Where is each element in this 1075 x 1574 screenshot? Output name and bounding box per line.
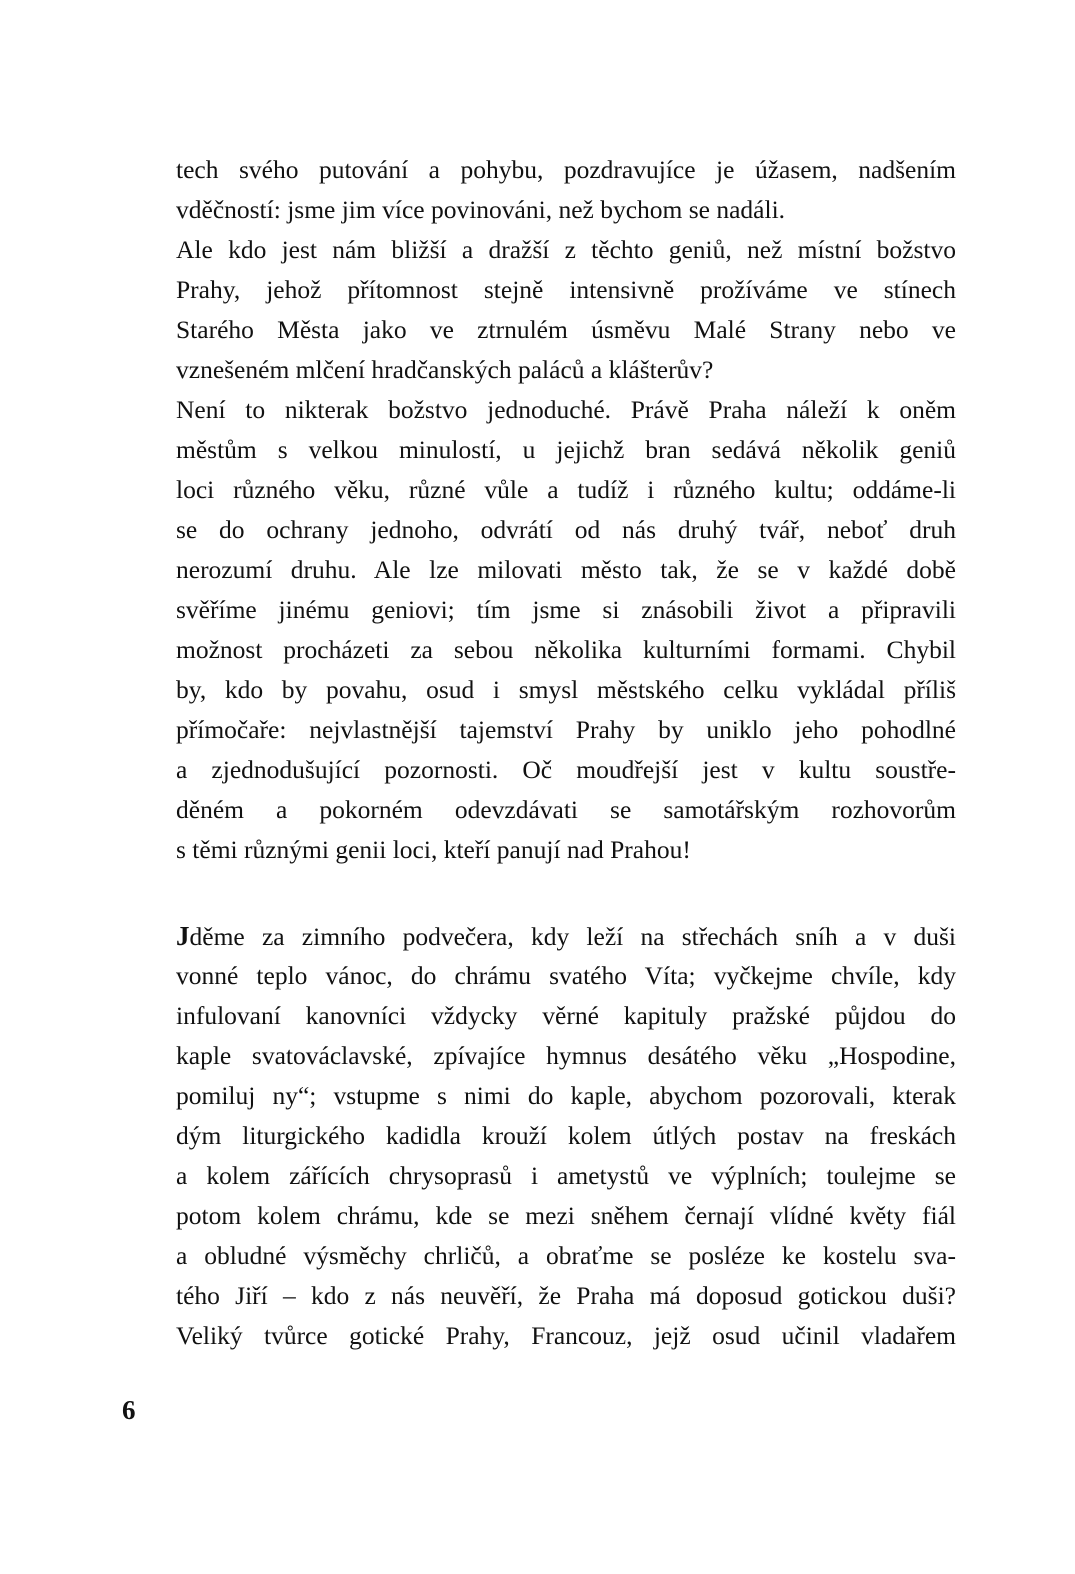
paragraph-1 <box>176 150 956 870</box>
text-line: přímočaře: nejvlastnější tajemství Prahy by uniklo jeho pohodlné <box>176 715 956 744</box>
text-line: Veliký tvůrce gotické Prahy, Francouz, jejž osud učinil vladařem <box>176 1321 956 1350</box>
drop-initial: J <box>176 921 190 951</box>
text-line-first <box>176 916 956 956</box>
text-line: by, kdo by povahu, osud i smysl městského celku vykládal příliš <box>176 675 956 704</box>
text-line: se do ochrany jednoho, odvrátí od nás druhý tvář, neboť druh <box>176 515 956 544</box>
text-line: dým liturgického kadidla krouží kolem útlých postav na freskách <box>176 1121 956 1150</box>
text-line: potom kolem chrámu, kde se mezi sněhem černají vlídné květy fiál <box>176 1201 956 1230</box>
paragraph-2 <box>176 916 956 1356</box>
text-line: infulovaní kanovníci vždycky věrné kapituly pražské půjdou do <box>176 1001 956 1030</box>
text-line: pomiluj ny“; vstupme s nimi do kaple, abychom pozorovali, kterak <box>176 1081 956 1110</box>
text-line: loci různého věku, různé vůle a tudíž i různého kultu; oddáme-li <box>176 475 956 504</box>
text-line: svěříme jinému geniovi; tím jsme si znásobili život a připravili <box>176 595 956 624</box>
page-number: 6 <box>122 1395 136 1425</box>
text-line: kaple svatováclavské, zpívajíce hymnus desátého věku „Hospodine, <box>176 1041 956 1070</box>
text-line: vonné teplo vánoc, do chrámu svatého Víta; vyčkejme chvíle, kdy <box>176 961 956 990</box>
text-line: děném a pokorném odevzdávati se samotářským rozhovorům <box>176 795 956 824</box>
text-line: Ale kdo jest nám bližší a dražší z těchto geniů, než místní božstvo <box>176 235 956 264</box>
text-line: Starého Města jako ve ztrnulém úsměvu Malé Strany nebo ve <box>176 315 956 344</box>
text-line: vděčností: jsme jim více povinováni, než bychom se nadáli. <box>176 195 786 224</box>
text-line: vznešeném mlčení hradčanských paláců a klášterův? <box>176 355 714 384</box>
text-line: nerozumí druhu. Ale lze milovati město tak, že se v každé době <box>176 555 956 584</box>
text-line: a zjednodušující pozornosti. Oč moudřejší jest v kultu soustře- <box>176 755 956 784</box>
text-line: tech svého putování a pohybu, pozdravujíce je úžasem, nadšením <box>176 155 956 184</box>
text-line: Prahy, jehož přítomnost stejně intensivně prožíváme ve stínech <box>176 275 956 304</box>
text-line: městům s velkou minulostí, u jejichž bran sedává několik geniů <box>176 435 956 464</box>
first-line-rest: děme za zimního podvečera, kdy leží na střechách sníh a v duši <box>189 922 956 951</box>
text-line: tého Jiří – kdo z nás neuvěří, že Praha má doposud gotickou duši? <box>176 1281 956 1310</box>
text-line: Není to nikterak božstvo jednoduché. Právě Praha náleží k oněm <box>176 395 956 424</box>
text-line: s těmi různými genii loci, kteří panují nad Prahou! <box>176 835 691 864</box>
text-line: a kolem zářících chrysoprasů i ametystů ve výplních; toulejme se <box>176 1161 956 1190</box>
text-line: možnost procházeti za sebou několika kulturními formami. Chybil <box>176 635 956 664</box>
text-line: a obludné výsměchy chrličů, a obraťme se posléze ke kostelu sva- <box>176 1241 956 1270</box>
